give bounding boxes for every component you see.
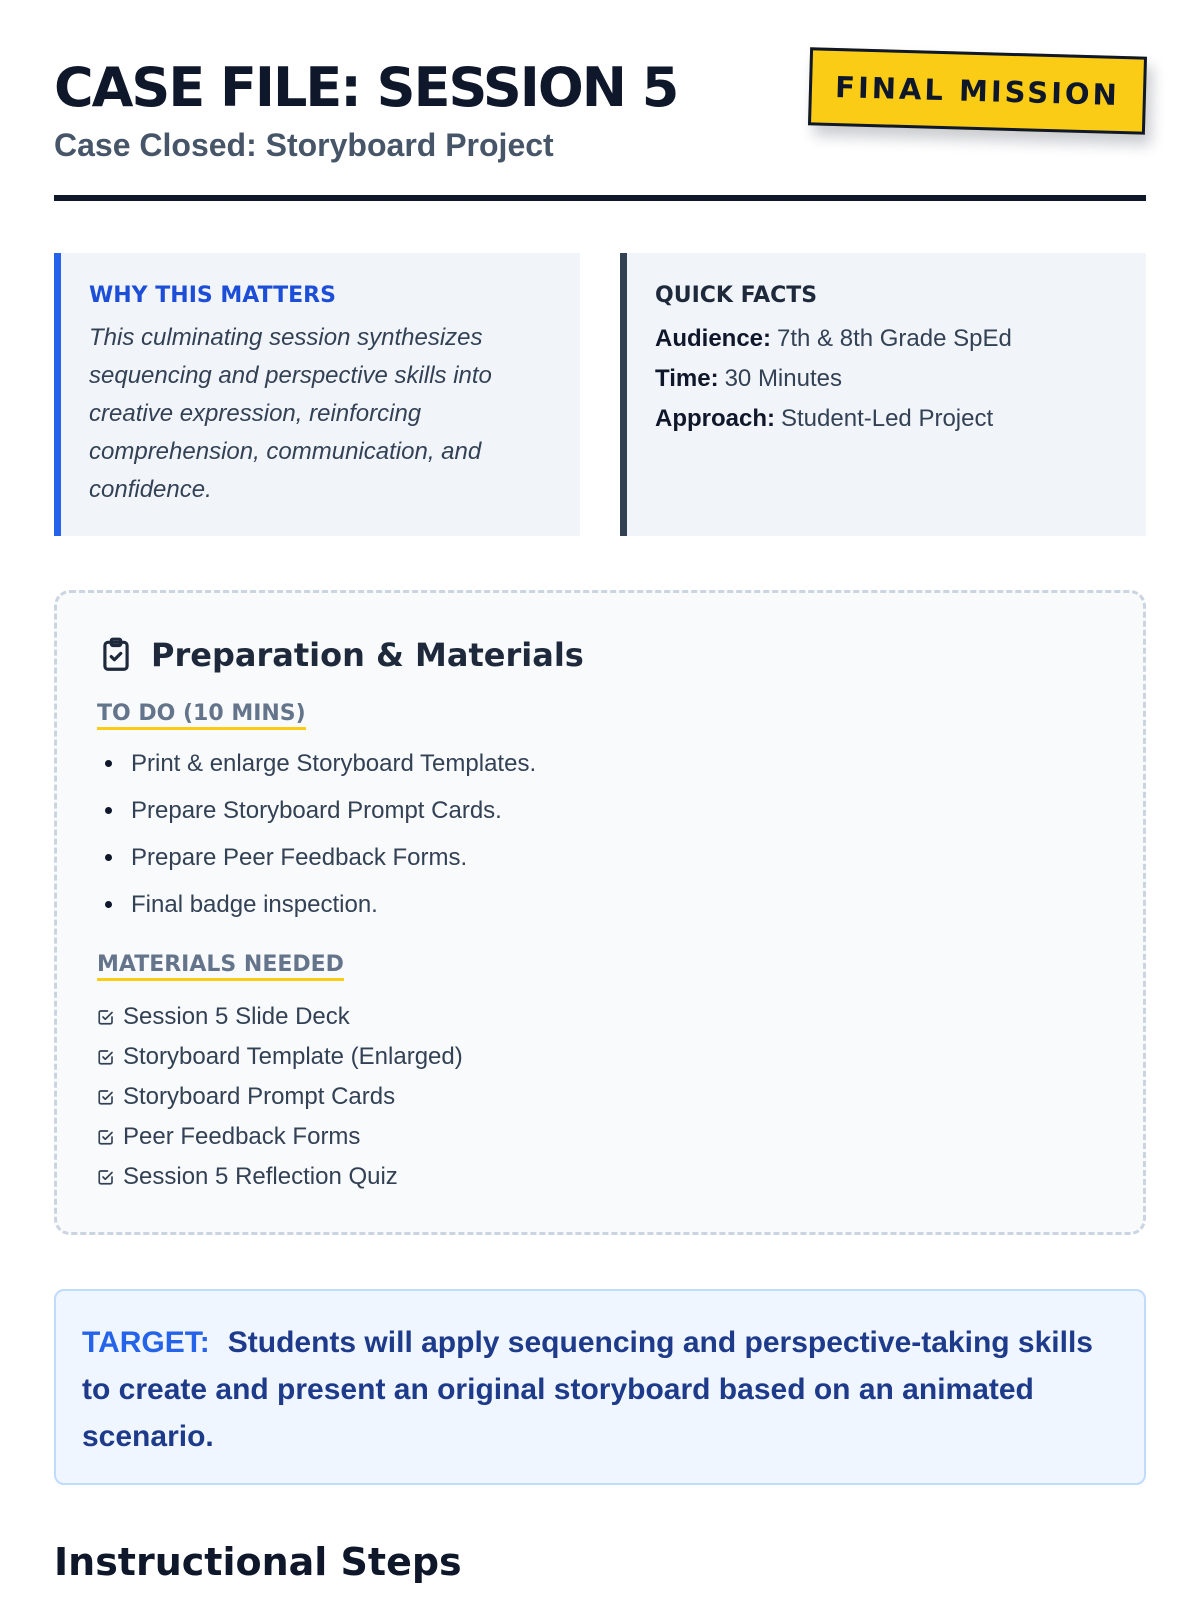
material-label: Session 5 Slide Deck <box>123 1003 350 1030</box>
material-item <box>97 1157 1103 1197</box>
why-this-matters-card <box>54 253 580 536</box>
fact-value: 30 Minutes <box>724 365 842 392</box>
todo-item: Prepare Peer Feedback Forms. <box>97 834 1103 881</box>
clipboard-check-icon <box>97 635 135 675</box>
fact-value: Student-Led Project <box>781 405 994 432</box>
fact-label: Time: <box>655 365 719 392</box>
target-text: Students will apply sequencing and perspective-taking skills to create and present an original storyboard based on an animated scenario. <box>82 1326 1093 1453</box>
material-label: Storyboard Template (Enlarged) <box>123 1043 463 1070</box>
why-heading: WHY THIS MATTERS <box>89 283 336 308</box>
preparation-materials-box <box>54 590 1146 1235</box>
materials-heading: MATERIALS NEEDED <box>97 952 344 981</box>
todo-item: Prepare Storyboard Prompt Cards. <box>97 787 1103 834</box>
fact-label: Approach: <box>655 405 775 432</box>
target-box <box>54 1289 1146 1485</box>
fact-value: 7th & 8th Grade SpEd <box>777 325 1012 352</box>
prep-title: Preparation & Materials <box>151 636 584 674</box>
stamp-label: FINAL MISSION <box>834 70 1121 112</box>
fact-approach <box>655 399 1116 439</box>
page-title: CASE FILE: SESSION 5 <box>54 56 678 119</box>
target-label: TARGET: <box>82 1326 210 1359</box>
materials-list <box>97 997 1103 1197</box>
quick-facts-card <box>620 253 1146 536</box>
todo-item: Final badge inspection. <box>97 881 1103 928</box>
material-item <box>97 1117 1103 1157</box>
todo-item: Print & enlarge Storyboard Templates. <box>97 740 1103 787</box>
checkbox-checked-icon <box>97 1168 115 1186</box>
material-label: Session 5 Reflection Quiz <box>123 1163 398 1190</box>
instructional-steps-heading: Instructional Steps <box>54 1540 462 1584</box>
info-cards <box>54 253 1146 536</box>
page-header <box>54 0 1146 201</box>
material-label: Peer Feedback Forms <box>123 1123 361 1150</box>
fact-time <box>655 359 1116 399</box>
prep-title-row <box>97 635 1103 675</box>
todo-list <box>97 740 1103 928</box>
facts-heading: QUICK FACTS <box>655 283 818 308</box>
why-text: This culminating session synthesizes sequencing and perspective skills into creative expression, reinforcing comprehension, communication, and confidence. <box>89 324 492 503</box>
material-item <box>97 997 1103 1037</box>
material-label: Storyboard Prompt Cards <box>123 1083 396 1110</box>
material-item <box>97 1077 1103 1117</box>
checkbox-checked-icon <box>97 1008 115 1026</box>
checkbox-checked-icon <box>97 1048 115 1066</box>
page-subtitle: Case Closed: Storyboard Project <box>54 127 554 163</box>
checkbox-checked-icon <box>97 1088 115 1106</box>
fact-label: Audience: <box>655 325 772 352</box>
checkbox-checked-icon <box>97 1128 115 1146</box>
final-mission-stamp <box>808 47 1147 134</box>
fact-audience <box>655 319 1116 359</box>
todo-heading: TO DO (10 MINS) <box>97 701 306 730</box>
material-item <box>97 1037 1103 1077</box>
